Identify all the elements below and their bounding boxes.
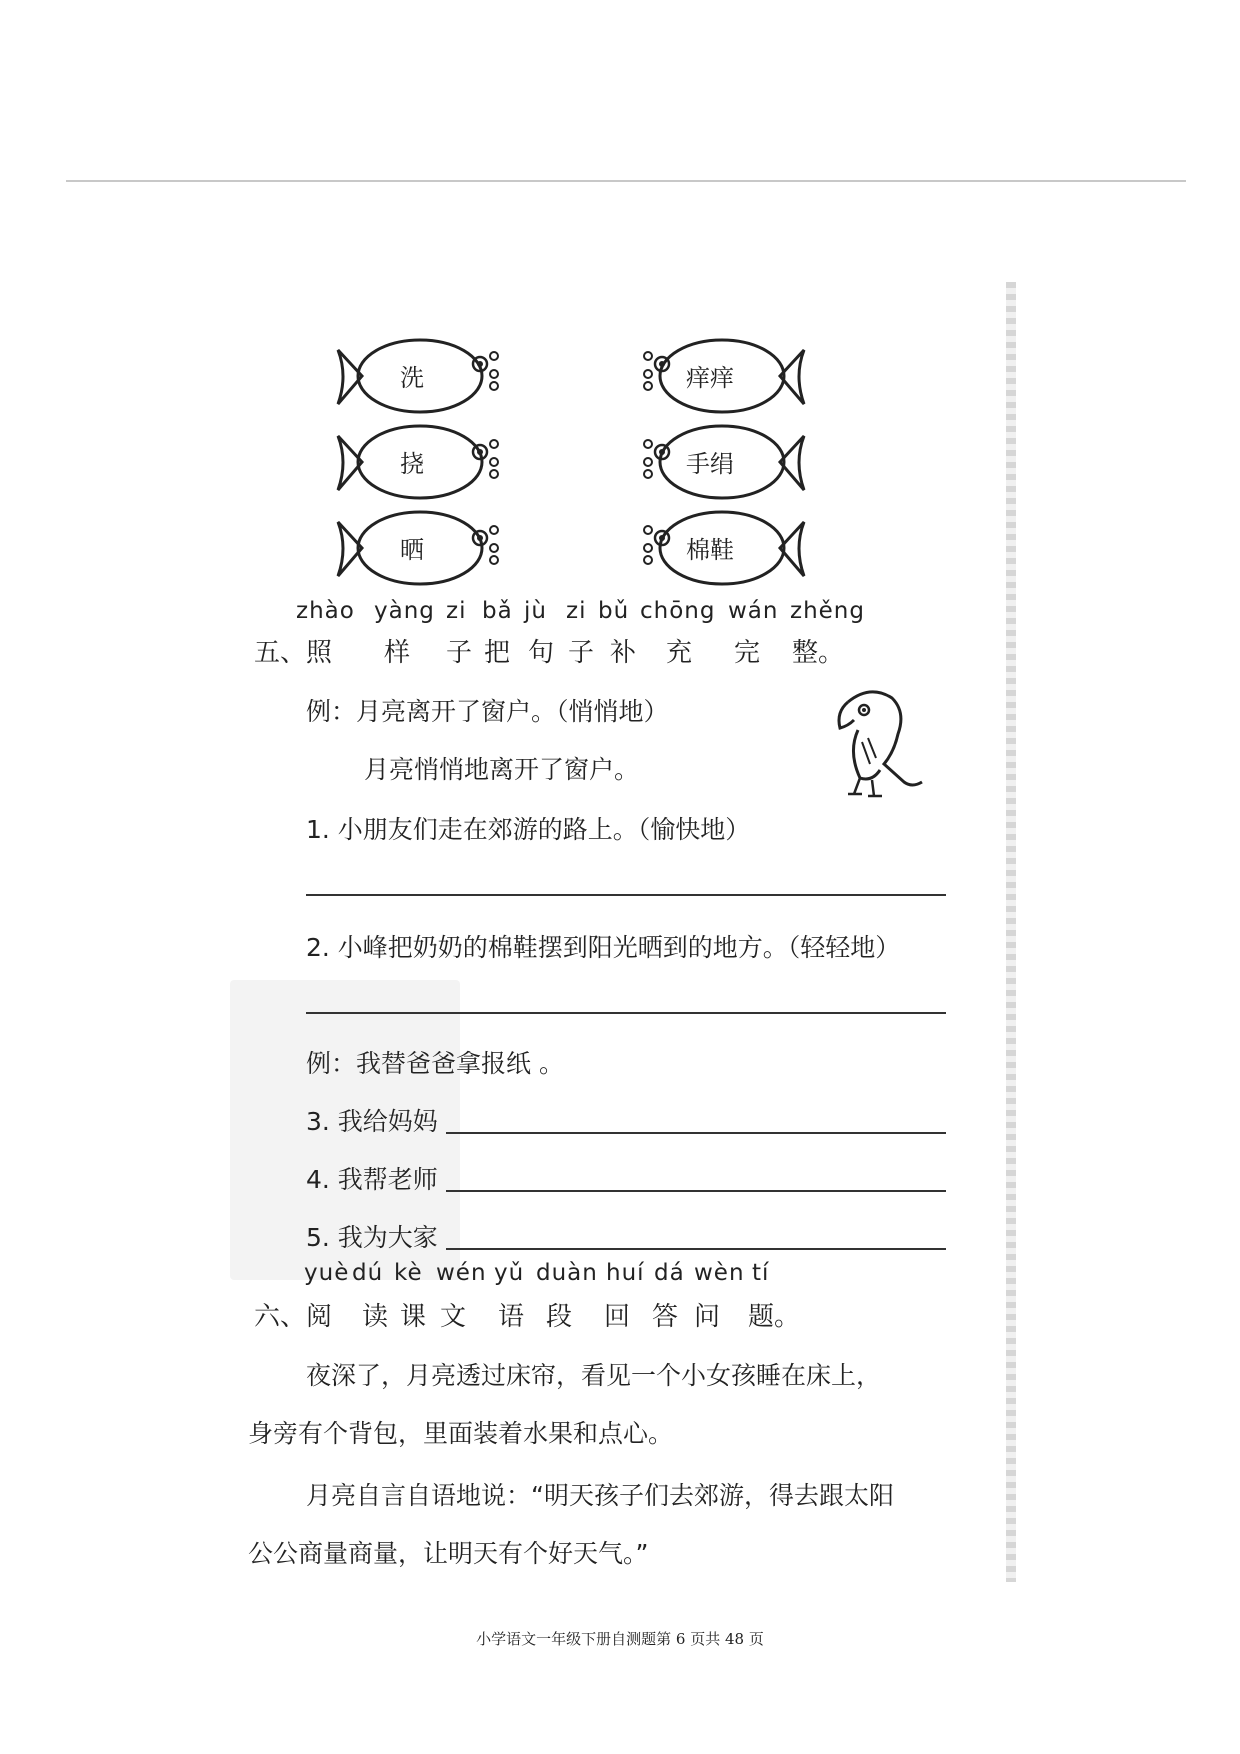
question-5: 5. 我为大家: [306, 1223, 438, 1252]
pinyin-syllable: dá: [654, 1260, 685, 1286]
passage-line: 月亮自言自语地说：“明天孩子们去郊游，得去跟太阳: [306, 1481, 894, 1510]
heading-char: 段: [546, 1302, 573, 1332]
pinyin-syllable: chōng: [640, 598, 716, 624]
fish-word: 洗: [400, 364, 424, 392]
pinyin-syllable: zi: [566, 598, 587, 624]
heading-char: 读: [362, 1302, 389, 1332]
question-1: 1. 小朋友们走在郊游的路上。（愉快地）: [306, 815, 751, 844]
heading-char: 文: [440, 1302, 467, 1332]
heading-char: 五、照: [254, 638, 333, 668]
pinyin-syllable: tí: [752, 1260, 770, 1286]
fish-right-2: [628, 412, 788, 512]
pinyin-syllable: huí: [606, 1260, 645, 1286]
heading-char: 把: [484, 638, 511, 668]
pinyin-syllable: zhěng: [790, 598, 865, 624]
question-3: 3. 我给妈妈: [306, 1107, 438, 1136]
top-rule: [66, 180, 1186, 182]
fish-left-1: [334, 326, 494, 426]
pinyin-syllable: yàng: [374, 598, 435, 624]
fish-right-3: [628, 498, 788, 598]
pinyin-syllable: yuè: [304, 1260, 350, 1286]
fish-word: 棉鞋: [686, 536, 734, 564]
pinyin-syllable: bǎ: [482, 598, 513, 624]
parrot-illustration: [818, 682, 938, 802]
fish-left-2: [334, 412, 494, 512]
heading-char: 课: [400, 1302, 427, 1332]
heading-char: 问: [694, 1302, 721, 1332]
heading-char: 整。: [792, 638, 845, 668]
fish-word: 手绢: [686, 450, 734, 478]
heading-char: 语: [498, 1302, 525, 1332]
pinyin-syllable: zi: [446, 598, 467, 624]
pinyin-syllable: jù: [524, 598, 547, 624]
fish-word: 痒痒: [686, 364, 734, 392]
heading-char: 题。: [748, 1302, 801, 1332]
answer-line-3[interactable]: [446, 1132, 946, 1134]
heading-char: 句: [528, 638, 555, 668]
page-footer: 小学语文一年级下册自测题第 6 页共 48 页: [476, 1630, 764, 1648]
heading-char: 六、阅: [254, 1302, 333, 1332]
fish-word: 挠: [400, 450, 424, 478]
page-edge-shadow: [1006, 282, 1016, 1582]
fish-outline-icon: [334, 412, 514, 512]
answer-line-5[interactable]: [446, 1248, 946, 1250]
heading-char: 子: [446, 638, 473, 668]
question-4: 4. 我帮老师: [306, 1165, 438, 1194]
fish-outline-icon: [334, 498, 514, 598]
heading-char: 完: [734, 638, 761, 668]
heading-char: 回: [604, 1302, 631, 1332]
answer-line-2[interactable]: [306, 1012, 946, 1014]
answer-line-1[interactable]: [306, 894, 946, 896]
pinyin-syllable: dú: [352, 1260, 384, 1286]
pinyin-syllable: bǔ: [598, 598, 630, 624]
fish-outline-icon: [334, 326, 514, 426]
pinyin-syllable: yǔ: [494, 1260, 525, 1286]
passage-line: 夜深了，月亮透过床帘，看见一个小女孩睡在床上，: [306, 1361, 882, 1390]
pinyin-syllable: duàn: [536, 1260, 598, 1286]
fish-right-1: [628, 326, 788, 426]
passage-line: 公公商量商量，让明天有个好天气。”: [248, 1539, 649, 1568]
passage-line: 身旁有个背包，里面装着水果和点心。: [248, 1419, 674, 1448]
heading-char: 答: [652, 1302, 679, 1332]
fish-word: 晒: [400, 536, 424, 564]
answer-line-4[interactable]: [446, 1190, 946, 1192]
question-2: 2. 小峰把奶奶的棉鞋摆到阳光晒到的地方。（轻轻地）: [306, 933, 901, 962]
example-1-answer: 月亮悄悄地离开了窗户。: [364, 755, 640, 784]
heading-char: 补: [610, 638, 637, 668]
heading-char: 样: [384, 638, 411, 668]
example-1: 例：月亮离开了窗户。（悄悄地）: [306, 697, 669, 726]
pinyin-syllable: wén: [436, 1260, 487, 1286]
pinyin-syllable: wèn: [694, 1260, 745, 1286]
example-2: 例：我替爸爸拿报纸 。: [306, 1049, 564, 1078]
pinyin-syllable: zhào: [296, 598, 355, 624]
heading-char: 子: [568, 638, 595, 668]
fish-left-3: [334, 498, 494, 598]
heading-char: 充: [666, 638, 693, 668]
pinyin-syllable: kè: [394, 1260, 423, 1286]
pinyin-syllable: wán: [728, 598, 779, 624]
